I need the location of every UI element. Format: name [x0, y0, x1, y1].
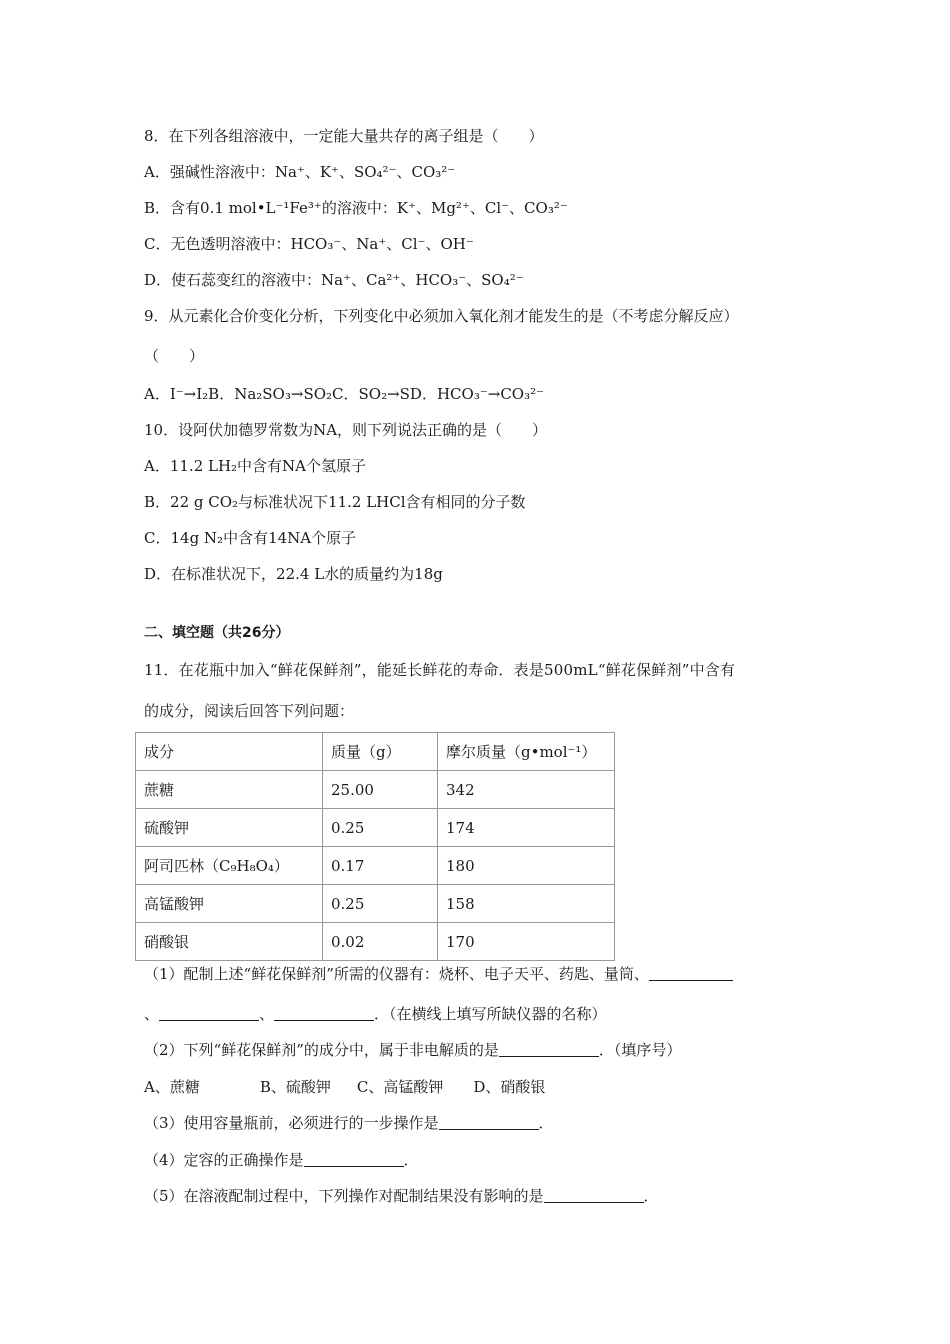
table-cell: 蔗糖 — [136, 771, 323, 809]
q9-options: A．I⁻→I₂B．Na₂SO₃→SO₂C．SO₂→SD．HCO₃⁻→CO₃²⁻ — [144, 385, 545, 403]
table-row — [136, 885, 615, 923]
q8-option-c: C．无色透明溶液中：HCO₃⁻、Na⁺、Cl⁻、OH⁻ — [144, 235, 474, 253]
q8-stem: 8．在下列各组溶液中，一定能大量共存的离子组是（ ） — [144, 127, 544, 145]
q8-option-d: D．使石蕊变红的溶液中：Na⁺、Ca²⁺、HCO₃⁻、SO₄²⁻ — [144, 271, 524, 289]
answer-blank[interactable] — [439, 1115, 539, 1130]
table-header-cell: 成分 — [136, 733, 323, 771]
table-row — [136, 923, 615, 961]
q11-part5: （5）在溶液配制过程中，下列操作对配制结果没有影响的是 ． — [144, 1187, 659, 1205]
table-cell: 硫酸钾 — [136, 809, 323, 847]
table-cell: 174 — [438, 809, 615, 847]
table-cell: 342 — [438, 771, 615, 809]
table-header-row — [136, 733, 615, 771]
q8-option-b: B．含有0.1 mol•L⁻¹Fe³⁺的溶液中：K⁺、Mg²⁺、Cl⁻、CO₃²⁻ — [144, 199, 568, 217]
q11-part3: （3）使用容量瓶前，必须进行的一步操作是 ． — [144, 1114, 554, 1132]
q10-option-b: B．22 g CO₂与标准状况下11.2 LHCl含有相同的分子数 — [144, 493, 526, 511]
q11-part2: （2）下列“鲜花保鲜剂”的成分中，属于非电解质的是 ．（填序号） — [144, 1041, 682, 1059]
q10-option-d: D．在标准状况下，22.4 L水的质量约为18g — [144, 565, 443, 583]
answer-blank[interactable] — [544, 1188, 644, 1203]
table-row — [136, 847, 615, 885]
q8-option-a: A．强碱性溶液中：Na⁺、K⁺、SO₄²⁻、CO₃²⁻ — [144, 163, 456, 181]
table-header-cell: 摩尔质量（g•mol⁻¹） — [438, 733, 615, 771]
answer-blank[interactable] — [304, 1152, 404, 1167]
table-cell: 170 — [438, 923, 615, 961]
q11-part2-options: A、蔗糖 B、硫酸钾 C、高锰酸钾 D、硝酸银 — [144, 1078, 546, 1096]
table-header-cell: 质量（g） — [323, 733, 438, 771]
section-title: 二、填空题（共26分） — [144, 625, 290, 641]
answer-blank[interactable] — [159, 1006, 259, 1021]
q11-part1-line1: （1）配制上述“鲜花保鲜剂”所需的仪器有：烧杯、电子天平、药匙、量筒、 — [144, 964, 733, 984]
q10-option-c: C．14g N₂中含有14NA个原子 — [144, 529, 357, 547]
q11-part4: （4）定容的正确操作是 ． — [144, 1151, 419, 1169]
table-cell: 硝酸银 — [136, 923, 323, 961]
answer-blank[interactable] — [649, 966, 733, 981]
table-row — [136, 771, 615, 809]
answer-blank[interactable] — [499, 1042, 599, 1057]
table-cell: 0.17 — [323, 847, 438, 885]
table-cell: 0.25 — [323, 885, 438, 923]
table-cell: 180 — [438, 847, 615, 885]
ingredient-table — [135, 732, 615, 961]
q9-paren: （ ） — [144, 347, 205, 365]
table-cell: 高锰酸钾 — [136, 885, 323, 923]
q11-stem-line2: 的成分，阅读后回答下列问题： — [144, 702, 355, 720]
table-cell: 0.02 — [323, 923, 438, 961]
table-cell: 25.00 — [323, 771, 438, 809]
answer-blank[interactable] — [274, 1006, 374, 1021]
table-cell: 0.25 — [323, 809, 438, 847]
q11-part1-line2: 、 、 ．（在横线上填写所缺仪器的名称） — [144, 1005, 607, 1023]
table-cell: 阿司匹林（C₉H₈O₄） — [136, 847, 323, 885]
table-cell: 158 — [438, 885, 615, 923]
q9-stem: 9．从元素化合价变化分析，下列变化中必须加入氧化剂才能发生的是（不考虑分解反应） — [144, 307, 739, 325]
q10-option-a: A．11.2 LH₂中含有NA个氢原子 — [144, 457, 367, 475]
q11-stem-line1: 11．在花瓶中加入“鲜花保鲜剂”，能延长鲜花的寿命．表是500mL“鲜花保鲜剂”中含有 — [144, 661, 736, 679]
table-row — [136, 809, 615, 847]
q10-stem: 10．设阿伏加德罗常数为NA，则下列说法正确的是（ ） — [144, 421, 548, 439]
